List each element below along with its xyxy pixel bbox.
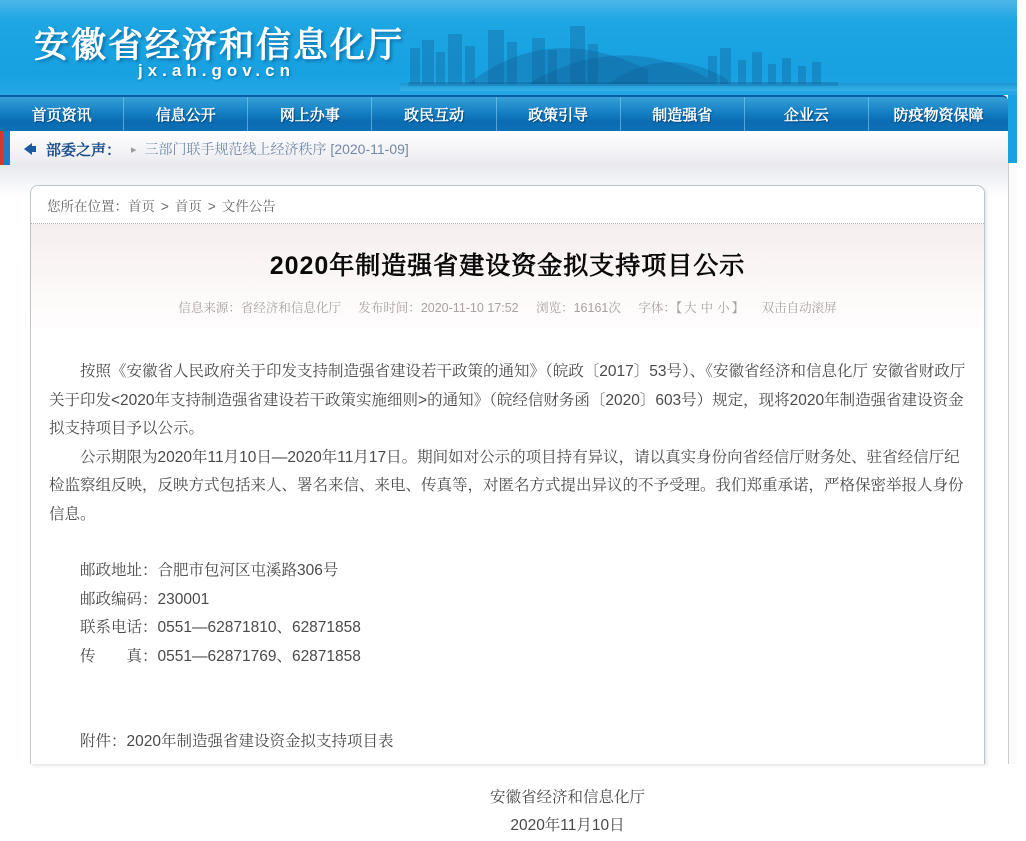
font-size-medium-button[interactable]: 中	[700, 301, 714, 315]
breadcrumb-prefix: 您所在位置：	[47, 199, 128, 214]
breadcrumb	[31, 186, 984, 224]
arrow-right-icon: ▸	[131, 143, 137, 156]
nav-item-info-disclosure[interactable]: 信息公开	[124, 97, 248, 131]
nav-item-policy-guidance[interactable]: 政策引导	[497, 97, 621, 131]
contact-block	[49, 557, 966, 671]
breadcrumb-separator: >	[161, 199, 169, 214]
article-header	[31, 224, 984, 328]
scrollbar-track[interactable]	[1008, 163, 1017, 764]
site-banner	[0, 0, 1017, 95]
contact-postcode: 邮政编码：230001	[80, 590, 210, 608]
article-body	[31, 328, 984, 841]
banner-water-band	[400, 83, 1017, 91]
attachment-line	[49, 728, 966, 757]
meta-font-label: 字体：【	[638, 301, 683, 315]
content-panel	[30, 185, 985, 834]
site-title: 安徽省经济和信息化厅	[34, 26, 405, 65]
autoscroll-toggle[interactable]: 双击自动滚屏	[761, 301, 837, 315]
breadcrumb-link-home[interactable]: 首页	[128, 199, 155, 214]
contact-fax: 传 真：0551—62871769、62871858	[80, 647, 361, 665]
breadcrumb-separator: >	[207, 199, 216, 214]
meta-font-label-close: 】	[731, 301, 745, 315]
news-ticker	[0, 133, 1008, 165]
nav-item-online-services[interactable]: 网上办事	[248, 97, 372, 131]
article-meta	[31, 298, 984, 328]
scrollbar-thumb[interactable]	[1008, 95, 1017, 163]
contact-phone: 联系电话：0551—62871810、62871858	[80, 619, 361, 636]
nav-item-epidemic-supplies[interactable]: 防疫物资保障	[893, 106, 984, 124]
nav-item-enterprise-cloud[interactable]: 企业云	[745, 97, 869, 131]
font-size-large-button[interactable]: 大	[684, 301, 697, 315]
signature-org: 安徽省经济和信息化厅	[489, 788, 645, 806]
paragraph-basis: 按照《安徽省人民政府关于印发支持制造强省建设若干政策的通知》（皖政〔2017〕53号）、《安徽省经济和信息化厅 安徽省财政厅关于印发<2020年支持制造强省建设若干政策实施细则>的通知》（皖经信财务函〔2020〕603号）规定，现将2020年制造强省建设资金拟支持项目予以公示。	[49, 363, 966, 437]
nav-item-manufacturing[interactable]: 制造强省	[621, 97, 745, 131]
meta-publish-time: 发布时间：2020-11-10 17:52	[358, 301, 519, 315]
breadcrumb-link-documents[interactable]: 文件公告	[221, 199, 276, 214]
ticker-blue-bar	[3, 131, 10, 165]
ticker-news-link[interactable]: 三部门联手规范线上经济秩序 [2020-11-09]	[144, 141, 409, 157]
nav-item-home-news[interactable]: 首页资讯	[0, 97, 124, 131]
article-title: 2020年制造强省建设资金拟支持项目公示	[269, 252, 746, 280]
signature-block	[109, 784, 1026, 841]
main-nav	[0, 95, 1008, 131]
font-size-small-button[interactable]: 小	[717, 301, 730, 315]
meta-source: 信息来源：省经济和信息化厅	[178, 301, 341, 315]
ticker-label: 部委之声：	[46, 141, 122, 159]
site-url: jx.ah.gov.cn	[138, 61, 295, 80]
attachment-link[interactable]: 2020年制造强省建设资金拟支持项目表	[126, 733, 394, 750]
contact-address: 邮政地址：合肥市包河区屯溪路306号	[80, 562, 339, 579]
speaker-icon	[24, 143, 38, 155]
city-skyline-graphic	[408, 12, 838, 90]
breadcrumb-link-home2[interactable]: 首页	[174, 199, 202, 214]
meta-view-count: 浏览：16161次	[536, 301, 621, 315]
attachment-label: 附件：	[80, 733, 127, 750]
signature-date: 2020年11月10日	[510, 817, 625, 834]
paragraph-period: 公示期限为2020年11月10日—2020年11月17日。期间如对公示的项目持有异议，请以真实身份向省经信厅财务处、驻省经信厅纪检监察组反映，反映方式包括来人、署名来信、来电、传真等，对匿名方式提出异议的不予受理。我们郑重承诺，严格保密举报人身份信息。	[49, 448, 964, 523]
nav-item-interaction[interactable]: 政民互动	[372, 97, 496, 131]
